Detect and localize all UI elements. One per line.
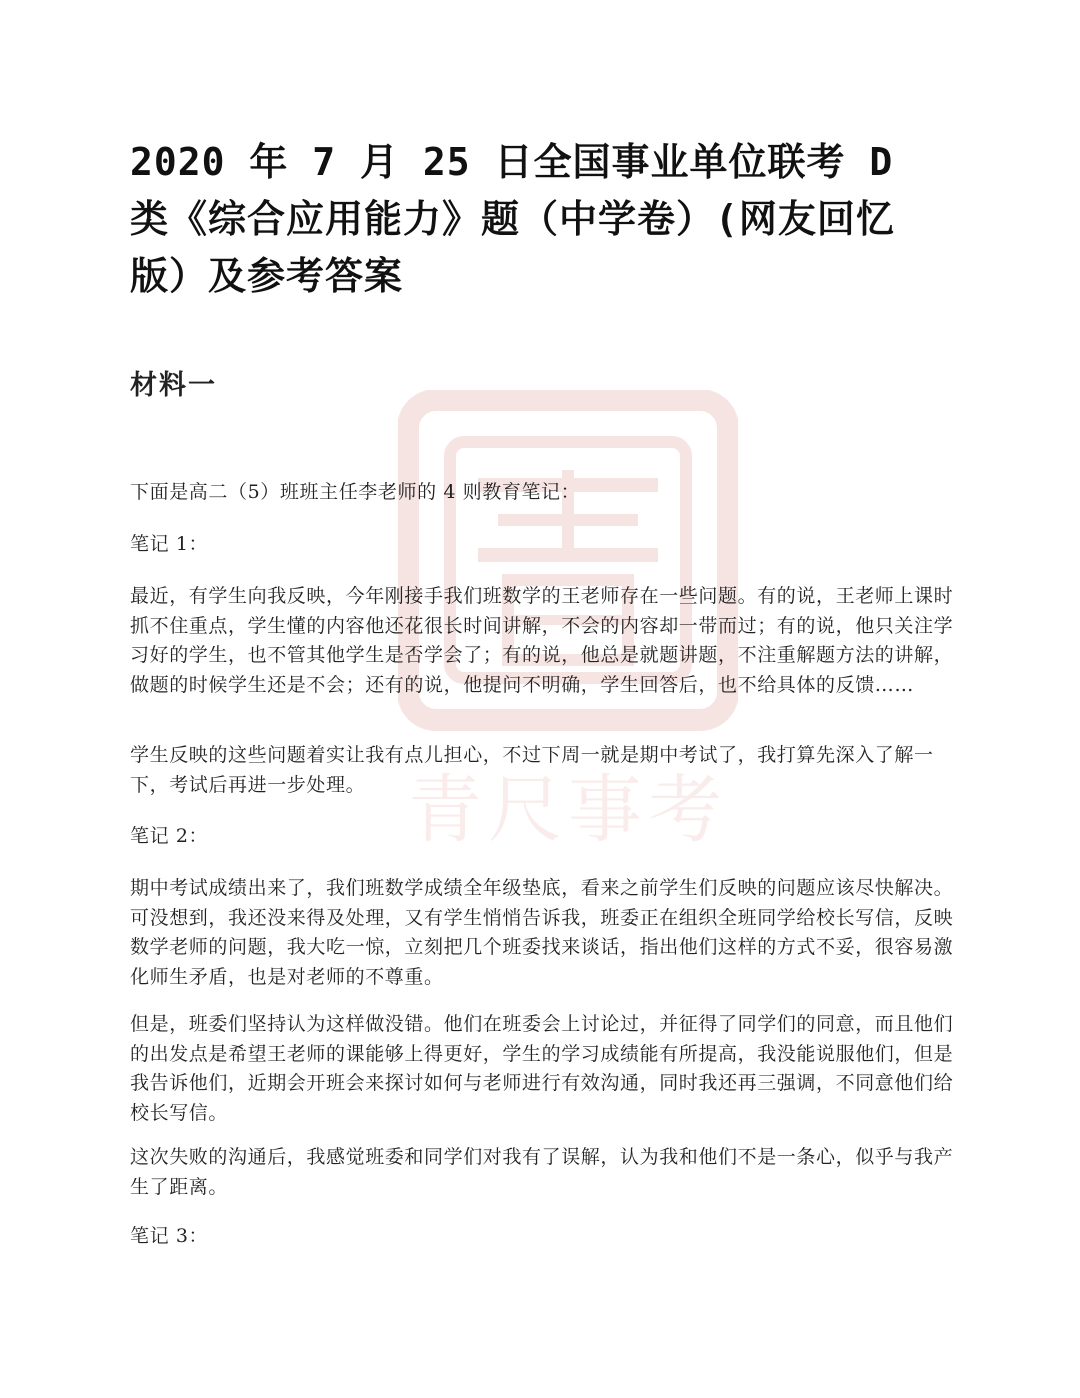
note-1-label: 笔记 1： (130, 533, 209, 555)
note-1-paragraph-2: 学生反映的这些问题着实让我有点儿担心，不过下周一就是期中考试了，我打算先深入了解一下，考试后再进一步处理。 (130, 744, 934, 796)
intro-paragraph: 下面是高二（5）班班主任李老师的 4 则教育笔记： (130, 481, 581, 503)
note-2-label: 笔记 2： (130, 825, 209, 847)
document-title: 2020 年 7 月 25 日全国事业单位联考 D 类《综合应用能力》题（中学卷）(网友回忆版）及参考答案 (130, 140, 895, 298)
watermark-text: 青尺事考 (408, 767, 728, 853)
section-heading: 材料一 (130, 370, 217, 401)
note-2-paragraph-1: 期中考试成绩出来了，我们班数学成绩全年级垫底，看来之前学生们反映的问题应该尽快解决。可没想到，我还没来得及处理，又有学生悄悄告诉我，班委正在组织全班同学给校长写信，反映数学老师的问题，我大吃一惊，立刻把几个班委找来谈话，指出他们这样的方式不妥，很容易激化师生矛盾，也是对老师的不尊重。 (130, 877, 954, 988)
note-2-paragraph-2: 但是，班委们坚持认为这样做没错。他们在班委会上讨论过，并征得了同学们的同意，而且他们的出发点是希望王老师的课能够上得更好，学生的学习成绩能有所提高，我没能说服他们，但是我告诉他们，近期会开班会来探讨如何与老师进行有效沟通，同时我还再三强调，不同意他们给校长写信。 (130, 1013, 954, 1124)
note-2-paragraph-3: 这次失败的沟通后，我感觉班委和同学们对我有了误解，认为我和他们不是一条心，似乎与我产生了距离。 (130, 1146, 954, 1198)
note-1-paragraph-1: 最近，有学生向我反映，今年刚接手我们班数学的王老师存在一些问题。有的说，王老师上课时抓不住重点，学生懂的内容他还花很长时间讲解，不会的内容却一带而过；有的说，他只关注学习好的学生，也不管其他学生是否学会了；有的说，他总是就题讲题，不注重解题方法的讲解，做题的时候学生还是不会；还有的说，他提问不明确，学生回答后，也不给具体的反馈…… (130, 585, 954, 696)
note-3-label: 笔记 3： (130, 1225, 209, 1247)
